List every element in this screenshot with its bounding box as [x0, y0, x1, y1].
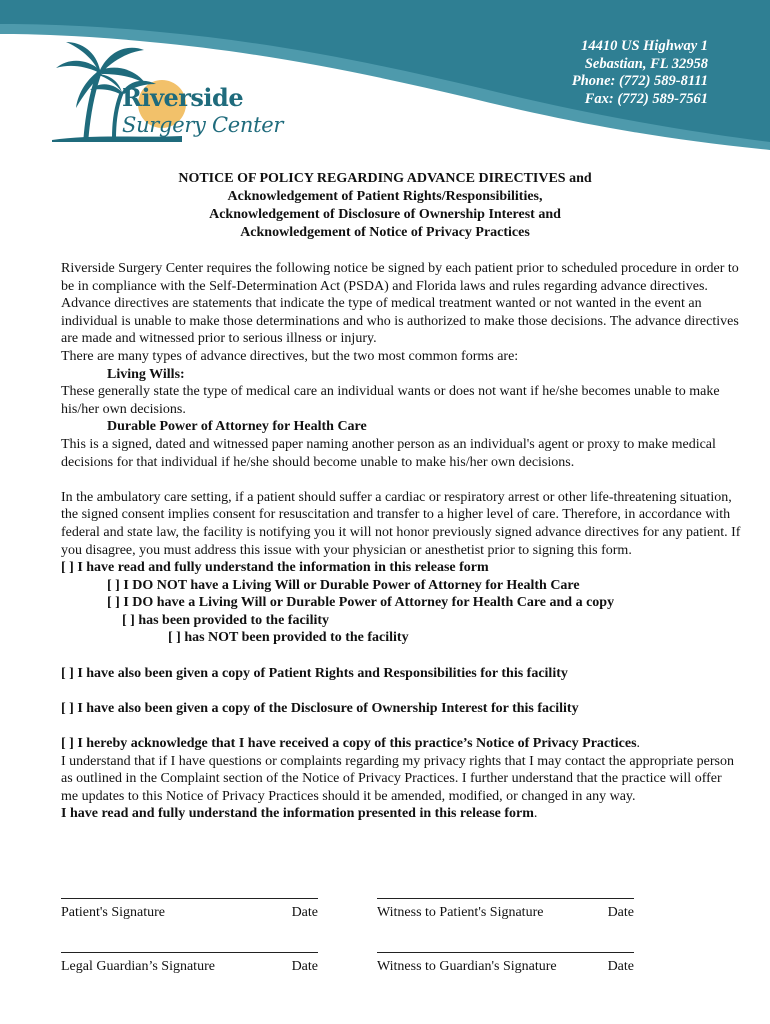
address-street: 14410 US Highway 1 — [581, 38, 708, 54]
address-phone: Phone: (772) 589-8111 — [571, 73, 708, 89]
witness-patient-signature-label: Witness to Patient's Signature — [377, 905, 544, 920]
checkbox-copy-provided[interactable]: [ ] has been provided to the facility — [122, 612, 330, 628]
address-city: Sebastian, FL 32958 — [584, 55, 708, 72]
document-title — [0, 170, 770, 242]
checkbox-privacy-practices[interactable]: [ ] I hereby acknowledge that I have received a copy of this practice’s Notice of Privacy Practices — [61, 736, 637, 752]
date-label: Date — [291, 959, 318, 974]
date-label: Date — [607, 905, 634, 920]
title-line: NOTICE OF POLICY REGARDING ADVANCE DIRECTIVES and — [178, 171, 592, 186]
checkbox-patient-rights[interactable]: [ ] I have also been given a copy of Patient Rights and Responsibilities for this facility — [61, 665, 568, 681]
title-line: Acknowledgement of Disclosure of Ownership Interest and — [209, 207, 561, 222]
privacy-paragraph: I understand that if I have questions or complaints regarding my privacy rights that I may contact the appropriate person as outlined in the Complaint section of the Notice of Privacy Practices. I further understand that the practice will offer me updates to this Notice of Privacy Practices should it be amended, modified, or changed in any way. — [61, 753, 734, 804]
witness-guardian-signature-line[interactable] — [377, 952, 634, 974]
checkbox-no-living-will[interactable]: [ ] I DO NOT have a Living Will or Durable Power of Attorney for Health Care — [107, 577, 580, 593]
patient-signature-label: Patient's Signature — [61, 905, 166, 920]
poa-heading: Durable Power of Attorney for Health Care — [107, 419, 367, 435]
guardian-signature-line[interactable] — [61, 952, 318, 974]
facility-address — [572, 38, 708, 108]
title-line: Acknowledgement of Patient Rights/Responsibilities, — [227, 189, 543, 204]
ambulatory-paragraph: In the ambulatory care setting, if a patient should suffer a cardiac or respiratory arrest or other life-threatening situation, the signed consent implies consent for resuscitation and transfer to a higher level of care. Therefore, in accordance with federal and state law, the facility is notifying you it will not honor previously signed advance directives for any patient. If you disagree, you must address this issue with your physician or anesthetist prior to signing this form. — [61, 489, 741, 558]
date-label: Date — [291, 905, 318, 920]
signature-section — [61, 892, 641, 992]
types-intro: There are many types of advance directives, but the two most common forms are: — [61, 348, 519, 364]
checkbox-copy-not-provided[interactable]: [ ] has NOT been provided to the facility — [168, 630, 409, 646]
date-label: Date — [607, 959, 634, 974]
living-wills-heading: Living Wills: — [107, 366, 185, 382]
logo-name-line1: Riverside — [122, 83, 244, 112]
final-statement-line: I have read and fully understand the information presented in this release form. — [61, 806, 538, 822]
guardian-signature-label: Legal Guardian’s Signature — [61, 959, 215, 974]
privacy-ack-line: [ ] I hereby acknowledge that I have received a copy of this practice’s Notice of Privacy Practices. — [61, 736, 641, 752]
title-line: Acknowledgement of Notice of Privacy Practices — [240, 225, 530, 240]
checkbox-ownership-disclosure[interactable]: [ ] I have also been given a copy of the Disclosure of Ownership Interest for this facility — [61, 700, 579, 716]
address-fax: Fax: (772) 589-7561 — [584, 90, 708, 107]
witness-guardian-signature-label: Witness to Guardian's Signature — [377, 959, 557, 974]
logo-name-line2: Surgery Center — [122, 113, 284, 137]
living-wills-text: These generally state the type of medical care an individual wants or does not want if he/she becomes unable to make his/her own decisions. — [61, 384, 720, 417]
checkbox-have-living-will[interactable]: [ ] I DO have a Living Will or Durable Power of Attorney for Health Care and a copy — [107, 595, 615, 611]
patient-signature-line[interactable] — [61, 898, 318, 920]
final-statement: I have read and fully understand the information presented in this release form — [61, 806, 534, 822]
document-body — [61, 260, 741, 823]
checkbox-read-release[interactable]: [ ] I have read and fully understand the information in this release form — [61, 560, 489, 576]
poa-text: This is a signed, dated and witnessed paper naming another person as an individual's agent or proxy to make medical decisions for that individual if he/she should become unable to make his/her own decisions. — [61, 436, 716, 470]
intro-paragraph: Riverside Surgery Center requires the following notice be signed by each patient prior to scheduled procedure in order to be in compliance with the Self-Determination Act (PSDA) and Florida laws and rules regarding advance directives. Advance directives are statements that indicate the type of medical treatment wanted or not wanted in the event an individual is unable to make those determinations and who is authorized to make those decisions. The advance directives are made and witnessed prior to serious illness or injury. — [61, 261, 739, 347]
witness-patient-signature-line[interactable] — [377, 898, 634, 920]
